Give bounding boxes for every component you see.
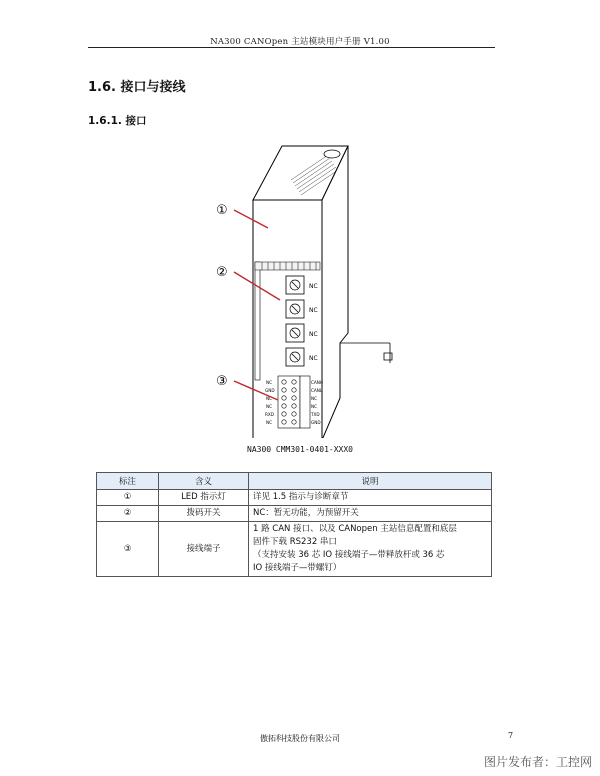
footer-company: 傲拓科技股份有限公司 [260, 734, 340, 743]
terminal-label-left: NC [266, 404, 273, 409]
description-line: （支持安装 36 芯 IO 接线端子—带释放杆或 36 芯 [253, 550, 445, 560]
cell-meaning: LED 指示灯 [159, 490, 249, 506]
section-heading: 1.6. 接口与接线 [88, 80, 186, 95]
terminal-label-right: NC [311, 396, 318, 401]
terminal-block [278, 376, 310, 428]
switch-label: NC [309, 355, 318, 362]
cell-mark: ③ [97, 522, 159, 577]
rotary-switch [286, 276, 304, 294]
rotary-switch [286, 348, 304, 366]
switch-label: NC [309, 283, 318, 290]
table-row [97, 506, 492, 522]
switch-label: NC [309, 331, 318, 338]
figure-caption: NA300 CMM301-0401-XXX0 [247, 445, 353, 454]
callout-marker: ② [216, 265, 228, 280]
terminal-label-left: NC [266, 396, 273, 401]
header-description: 说明 [249, 473, 492, 490]
switch-grille [255, 262, 320, 270]
cell-meaning: 接线端子 [159, 522, 249, 577]
cell-mark: ② [97, 506, 159, 522]
page-number: 7 [508, 731, 514, 740]
cell-description: 详见 1.5 指示与诊断章节 [249, 490, 492, 506]
rotary-switch [286, 324, 304, 342]
table-row [97, 490, 492, 506]
header-meaning: 含义 [159, 473, 249, 490]
cell-meaning: 拨码开关 [159, 506, 249, 522]
terminal-label-right: NC [311, 404, 318, 409]
module-diagram [200, 138, 400, 438]
terminal-label-right: TXD [311, 412, 320, 417]
terminal-label-left: GND [265, 388, 275, 393]
watermark: 图片发布者：工控网 [483, 755, 592, 769]
cell-description: NC：暂无功能，为预留开关 [249, 506, 492, 522]
header-mark: 标注 [97, 473, 159, 490]
table-header-row [97, 473, 492, 490]
callout-marker: ① [216, 203, 228, 218]
rotary-switch [286, 300, 304, 318]
table-row [97, 522, 492, 577]
terminal-label-right: CANH [311, 380, 324, 385]
interface-table [96, 472, 492, 577]
cell-description [249, 522, 492, 577]
header-title: NA300 CANOpen 主站模块用户手册 V1.00 [210, 37, 390, 47]
description-line: 1 路 CAN 接口、以及 CANopen 主站信息配置和底层 [253, 524, 457, 534]
subsection-heading: 1.6.1. 接口 [88, 115, 147, 127]
terminal-label-right: GND [311, 420, 321, 425]
terminal-label-right: CANL [311, 388, 323, 393]
top-connector [324, 150, 340, 158]
description-line: 固件下载 RS232 串口 [253, 537, 337, 547]
cell-mark: ① [97, 490, 159, 506]
header-rule [88, 47, 495, 48]
terminal-label-left: NC [266, 380, 273, 385]
description-line: IO 接线端子—带螺钉） [253, 563, 342, 573]
switch-label: NC [309, 307, 318, 314]
terminal-label-left: NC [266, 420, 273, 425]
callout-marker: ③ [216, 374, 228, 389]
terminal-label-left: RXD [265, 412, 275, 417]
